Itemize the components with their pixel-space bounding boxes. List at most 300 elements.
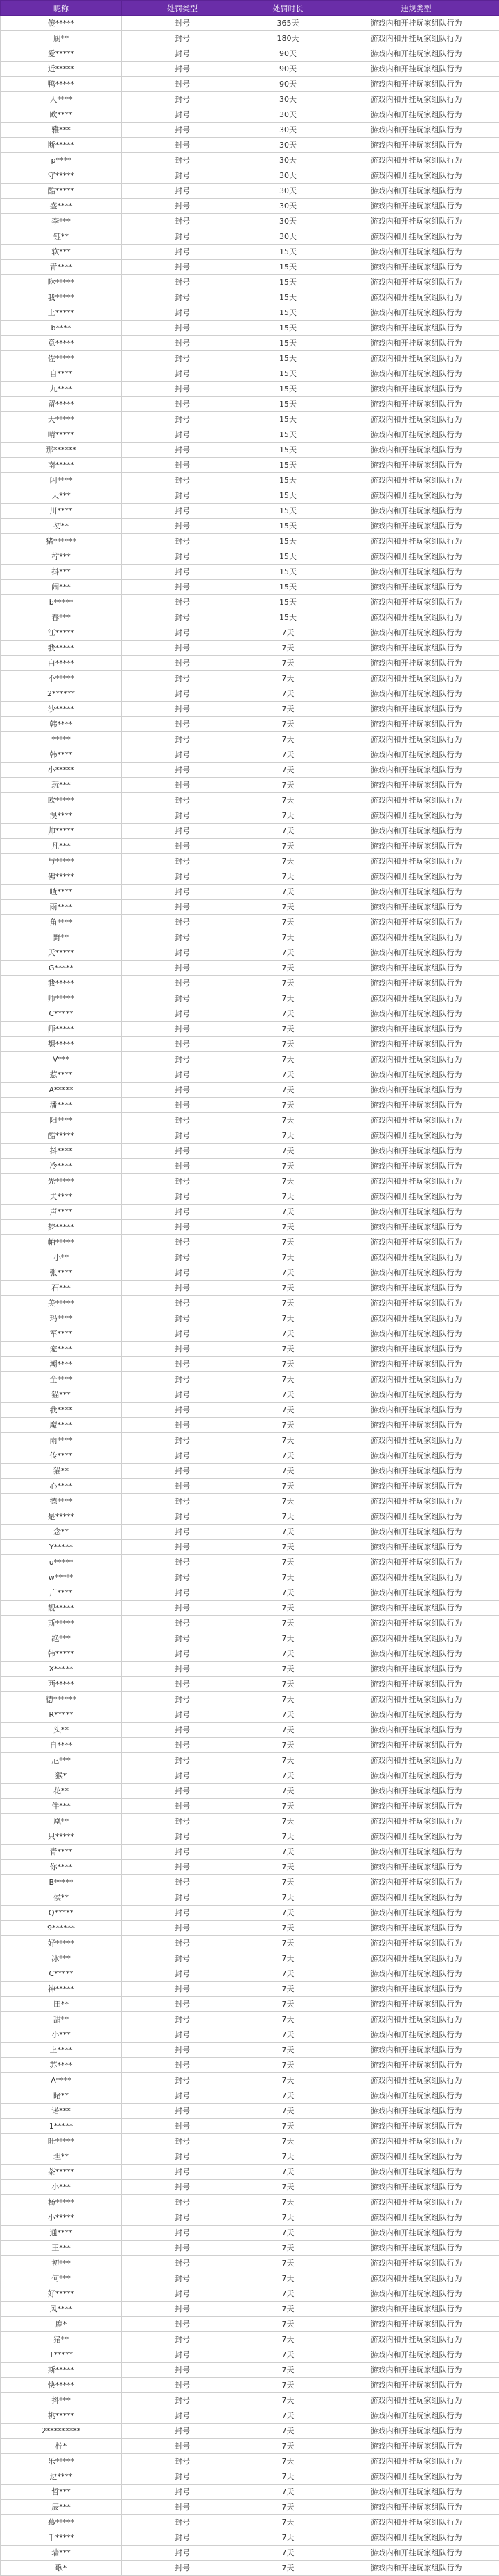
cell-name: G***** <box>1 961 122 976</box>
cell-violation: 游戏内和开挂玩家组队行为 <box>333 2104 499 2119</box>
cell-duration: 7天 <box>243 961 333 976</box>
cell-duration: 15天 <box>243 351 333 366</box>
cell-violation: 游戏内和开挂玩家组队行为 <box>333 1372 499 1387</box>
cell-duration: 7天 <box>243 1296 333 1311</box>
cell-name: 角**** <box>1 915 122 930</box>
cell-name: 西***** <box>1 1677 122 1692</box>
cell-duration: 15天 <box>243 290 333 305</box>
cell-name: 傻***** <box>1 16 122 31</box>
cell-name: 白***** <box>1 656 122 671</box>
cell-name: 桃***** <box>1 2408 122 2424</box>
table-row <box>1 900 499 915</box>
cell-name: 雨**** <box>1 900 122 915</box>
cell-punish-type: 封号 <box>122 656 243 671</box>
cell-violation: 游戏内和开挂玩家组队行为 <box>333 869 499 885</box>
column-header-name: 昵称 <box>1 1 122 16</box>
table-row <box>1 290 499 305</box>
cell-name: 闹*** <box>1 580 122 595</box>
table-row <box>1 1494 499 1509</box>
table-row <box>1 625 499 641</box>
cell-duration: 7天 <box>243 1860 333 1875</box>
cell-violation: 游戏内和开挂玩家组队行为 <box>333 900 499 915</box>
cell-violation: 游戏内和开挂玩家组队行为 <box>333 534 499 549</box>
cell-punish-type: 封号 <box>122 1951 243 1966</box>
cell-name: C***** <box>1 1966 122 1982</box>
cell-violation: 游戏内和开挂玩家组队行为 <box>333 702 499 717</box>
table-row <box>1 839 499 854</box>
table-row <box>1 641 499 656</box>
cell-duration: 7天 <box>243 2347 333 2363</box>
table-row <box>1 1677 499 1692</box>
cell-violation: 游戏内和开挂玩家组队行为 <box>333 1738 499 1753</box>
cell-punish-type: 封号 <box>122 1585 243 1601</box>
cell-violation: 游戏内和开挂玩家组队行为 <box>333 504 499 519</box>
cell-name: 先***** <box>1 1174 122 1189</box>
cell-violation: 游戏内和开挂玩家组队行为 <box>333 443 499 458</box>
cell-violation: 游戏内和开挂玩家组队行为 <box>333 1448 499 1464</box>
cell-duration: 7天 <box>243 641 333 656</box>
table-row <box>1 1555 499 1570</box>
cell-duration: 7天 <box>243 1342 333 1357</box>
cell-name: 冰*** <box>1 1951 122 1966</box>
cell-duration: 7天 <box>243 1616 333 1631</box>
cell-punish-type: 封号 <box>122 671 243 686</box>
cell-name: 韩***** <box>1 1646 122 1662</box>
cell-name: 猴* <box>1 1768 122 1784</box>
table-row <box>1 2546 499 2561</box>
cell-punish-type: 封号 <box>122 534 243 549</box>
table-row <box>1 991 499 1006</box>
table-row <box>1 747 499 763</box>
cell-duration: 15天 <box>243 504 333 519</box>
cell-name: 旺***** <box>1 2134 122 2149</box>
cell-violation: 游戏内和开挂玩家组队行为 <box>333 16 499 31</box>
cell-duration: 7天 <box>243 2408 333 2424</box>
table-row <box>1 824 499 839</box>
cell-violation: 游戏内和开挂玩家组队行为 <box>333 1707 499 1723</box>
table-row <box>1 427 499 443</box>
table-row <box>1 2165 499 2180</box>
cell-violation: 游戏内和开挂玩家组队行为 <box>333 2363 499 2378</box>
cell-violation: 游戏内和开挂玩家组队行为 <box>333 1890 499 1906</box>
cell-name: 1***** <box>1 2119 122 2134</box>
cell-violation: 游戏内和开挂玩家组队行为 <box>333 245 499 260</box>
cell-duration: 15天 <box>243 397 333 412</box>
cell-name: 软*** <box>1 245 122 260</box>
table-row <box>1 1662 499 1677</box>
table-header <box>1 1 499 16</box>
table-row <box>1 2149 499 2165</box>
cell-punish-type: 封号 <box>122 260 243 275</box>
cell-violation: 游戏内和开挂玩家组队行为 <box>333 1814 499 1829</box>
cell-punish-type: 封号 <box>122 1022 243 1037</box>
cell-duration: 7天 <box>243 1387 333 1403</box>
table-row <box>1 2439 499 2454</box>
cell-name: 坦** <box>1 2149 122 2165</box>
cell-duration: 7天 <box>243 2332 333 2347</box>
cell-punish-type: 封号 <box>122 184 243 199</box>
cell-duration: 7天 <box>243 885 333 900</box>
cell-name: 辰*** <box>1 2500 122 2515</box>
cell-duration: 15天 <box>243 366 333 382</box>
cell-violation: 游戏内和开挂玩家组队行为 <box>333 1997 499 2012</box>
cell-duration: 7天 <box>243 686 333 702</box>
table-row <box>1 1326 499 1342</box>
cell-duration: 7天 <box>243 808 333 824</box>
cell-punish-type: 封号 <box>122 686 243 702</box>
cell-name: 杨***** <box>1 2195 122 2210</box>
cell-name: 玩*** <box>1 778 122 793</box>
cell-name: 凡*** <box>1 839 122 854</box>
cell-duration: 15天 <box>243 549 333 565</box>
table-row <box>1 2134 499 2149</box>
cell-violation: 游戏内和开挂玩家组队行为 <box>333 2241 499 2256</box>
cell-violation: 游戏内和开挂玩家组队行为 <box>333 397 499 412</box>
cell-duration: 15天 <box>243 519 333 534</box>
cell-name: 想***** <box>1 1037 122 1052</box>
cell-duration: 7天 <box>243 2485 333 2500</box>
cell-punish-type: 封号 <box>122 2286 243 2302</box>
cell-violation: 游戏内和开挂玩家组队行为 <box>333 351 499 366</box>
table-row <box>1 1753 499 1768</box>
cell-duration: 7天 <box>243 1159 333 1174</box>
cell-duration: 15天 <box>243 595 333 610</box>
table-row <box>1 1052 499 1067</box>
cell-punish-type: 封号 <box>122 991 243 1006</box>
cell-duration: 7天 <box>243 2378 333 2393</box>
cell-name: 小***** <box>1 763 122 778</box>
cell-punish-type: 封号 <box>122 62 243 77</box>
cell-duration: 30天 <box>243 184 333 199</box>
cell-duration: 30天 <box>243 107 333 123</box>
cell-violation: 游戏内和开挂玩家组队行为 <box>333 2195 499 2210</box>
cell-duration: 15天 <box>243 382 333 397</box>
cell-violation: 游戏内和开挂玩家组队行为 <box>333 1250 499 1265</box>
cell-punish-type: 封号 <box>122 549 243 565</box>
cell-duration: 7天 <box>243 1006 333 1022</box>
cell-violation: 游戏内和开挂玩家组队行为 <box>333 1631 499 1646</box>
cell-violation: 游戏内和开挂玩家组队行为 <box>333 656 499 671</box>
cell-punish-type: 封号 <box>122 824 243 839</box>
cell-punish-type: 封号 <box>122 1509 243 1525</box>
table-row <box>1 793 499 808</box>
cell-violation: 游戏内和开挂玩家组队行为 <box>333 1387 499 1403</box>
cell-punish-type: 封号 <box>122 412 243 427</box>
cell-name: 靓***** <box>1 1601 122 1616</box>
cell-duration: 15天 <box>243 412 333 427</box>
table-row <box>1 671 499 686</box>
cell-violation: 游戏内和开挂玩家组队行为 <box>333 2332 499 2347</box>
cell-name: 抖*** <box>1 2393 122 2408</box>
cell-duration: 7天 <box>243 793 333 808</box>
cell-violation: 游戏内和开挂玩家组队行为 <box>333 1845 499 1860</box>
cell-name: 守***** <box>1 168 122 184</box>
cell-punish-type: 封号 <box>122 2165 243 2180</box>
cell-duration: 7天 <box>243 1662 333 1677</box>
cell-punish-type: 封号 <box>122 778 243 793</box>
cell-name: 我***** <box>1 290 122 305</box>
cell-name: 人**** <box>1 92 122 107</box>
cell-violation: 游戏内和开挂玩家组队行为 <box>333 930 499 945</box>
table-row <box>1 2226 499 2241</box>
cell-violation: 游戏内和开挂玩家组队行为 <box>333 1662 499 1677</box>
cell-violation: 游戏内和开挂玩家组队行为 <box>333 1753 499 1768</box>
cell-violation: 游戏内和开挂玩家组队行为 <box>333 168 499 184</box>
cell-name: 你**** <box>1 1860 122 1875</box>
cell-punish-type: 封号 <box>122 1753 243 1768</box>
cell-violation: 游戏内和开挂玩家组队行为 <box>333 1174 499 1189</box>
cell-duration: 7天 <box>243 915 333 930</box>
cell-punish-type: 封号 <box>122 2439 243 2454</box>
table-row <box>1 1083 499 1098</box>
table-row <box>1 534 499 549</box>
cell-punish-type: 封号 <box>122 2302 243 2317</box>
table-row <box>1 77 499 92</box>
cell-name: 逗**** <box>1 2469 122 2485</box>
cell-duration: 7天 <box>243 991 333 1006</box>
table-row <box>1 2043 499 2058</box>
cell-name: p**** <box>1 153 122 168</box>
cell-violation: 游戏内和开挂玩家组队行为 <box>333 1525 499 1540</box>
cell-duration: 15天 <box>243 534 333 549</box>
cell-name: 李*** <box>1 214 122 229</box>
cell-violation: 游戏内和开挂玩家组队行为 <box>333 732 499 747</box>
cell-duration: 7天 <box>243 2469 333 2485</box>
table-row <box>1 656 499 671</box>
cell-name: 头** <box>1 1723 122 1738</box>
cell-punish-type: 封号 <box>122 580 243 595</box>
cell-punish-type: 封号 <box>122 519 243 534</box>
table-row <box>1 1585 499 1601</box>
cell-punish-type: 封号 <box>122 2180 243 2195</box>
cell-punish-type: 封号 <box>122 1418 243 1433</box>
table-row <box>1 808 499 824</box>
cell-violation: 游戏内和开挂玩家组队行为 <box>333 77 499 92</box>
cell-punish-type: 封号 <box>122 1966 243 1982</box>
cell-duration: 7天 <box>243 2439 333 2454</box>
cell-punish-type: 封号 <box>122 1220 243 1235</box>
cell-duration: 7天 <box>243 1464 333 1479</box>
cell-name: 意***** <box>1 336 122 351</box>
cell-name: 冷**** <box>1 1159 122 1174</box>
cell-violation: 游戏内和开挂玩家组队行为 <box>333 1829 499 1845</box>
cell-punish-type: 封号 <box>122 1235 243 1250</box>
cell-punish-type: 封号 <box>122 2043 243 2058</box>
cell-violation: 游戏内和开挂玩家组队行为 <box>333 2119 499 2134</box>
cell-duration: 7天 <box>243 1220 333 1235</box>
table-row <box>1 1342 499 1357</box>
cell-punish-type: 封号 <box>122 565 243 580</box>
cell-violation: 游戏内和开挂玩家组队行为 <box>333 1464 499 1479</box>
cell-name: 田** <box>1 1997 122 2012</box>
cell-name: 斯***** <box>1 1616 122 1631</box>
cell-punish-type: 封号 <box>122 2256 243 2271</box>
cell-duration: 7天 <box>243 1265 333 1281</box>
cell-duration: 7天 <box>243 1707 333 1723</box>
cell-duration: 7天 <box>243 869 333 885</box>
table-row <box>1 336 499 351</box>
cell-name: 好***** <box>1 2286 122 2302</box>
cell-name: 帅***** <box>1 824 122 839</box>
cell-punish-type: 封号 <box>122 1128 243 1144</box>
table-row <box>1 2454 499 2469</box>
cell-name: 雅*** <box>1 123 122 138</box>
cell-name: 闪**** <box>1 473 122 488</box>
table-row <box>1 1387 499 1403</box>
cell-violation: 游戏内和开挂玩家组队行为 <box>333 488 499 504</box>
cell-name: 自**** <box>1 1738 122 1753</box>
table-row <box>1 443 499 458</box>
table-row <box>1 610 499 625</box>
table-row <box>1 62 499 77</box>
cell-punish-type: 封号 <box>122 488 243 504</box>
cell-name: 9****** <box>1 1921 122 1936</box>
cell-violation: 游戏内和开挂玩家组队行为 <box>333 1281 499 1296</box>
table-row <box>1 1525 499 1540</box>
table-row <box>1 763 499 778</box>
cell-duration: 7天 <box>243 1799 333 1814</box>
cell-violation: 游戏内和开挂玩家组队行为 <box>333 580 499 595</box>
cell-duration: 7天 <box>243 1677 333 1692</box>
table-row <box>1 92 499 107</box>
cell-violation: 游戏内和开挂玩家组队行为 <box>333 1799 499 1814</box>
table-row <box>1 778 499 793</box>
cell-punish-type: 封号 <box>122 2226 243 2241</box>
table-row <box>1 1890 499 1906</box>
cell-name: 南***** <box>1 458 122 473</box>
cell-duration: 7天 <box>243 930 333 945</box>
cell-violation: 游戏内和开挂玩家组队行为 <box>333 1616 499 1631</box>
cell-violation: 游戏内和开挂玩家组队行为 <box>333 2149 499 2165</box>
cell-punish-type: 封号 <box>122 473 243 488</box>
cell-duration: 7天 <box>243 2027 333 2043</box>
cell-name: 天***** <box>1 945 122 961</box>
cell-violation: 游戏内和开挂玩家组队行为 <box>333 1540 499 1555</box>
cell-name: X***** <box>1 1662 122 1677</box>
cell-duration: 7天 <box>243 747 333 763</box>
cell-duration: 7天 <box>243 1814 333 1829</box>
table-row <box>1 2256 499 2271</box>
cell-punish-type: 封号 <box>122 1570 243 1585</box>
cell-name: 猫*** <box>1 1387 122 1403</box>
cell-duration: 7天 <box>243 824 333 839</box>
table-row <box>1 1951 499 1966</box>
cell-duration: 7天 <box>243 1479 333 1494</box>
cell-duration: 7天 <box>243 671 333 686</box>
cell-duration: 7天 <box>243 1525 333 1540</box>
cell-violation: 游戏内和开挂玩家组队行为 <box>333 1205 499 1220</box>
cell-violation: 游戏内和开挂玩家组队行为 <box>333 1433 499 1448</box>
cell-punish-type: 封号 <box>122 808 243 824</box>
cell-name: 小*** <box>1 2027 122 2043</box>
table-row <box>1 2469 499 2485</box>
cell-duration: 7天 <box>243 2195 333 2210</box>
cell-violation: 游戏内和开挂玩家组队行为 <box>333 763 499 778</box>
table-row <box>1 2195 499 2210</box>
table-row <box>1 1707 499 1723</box>
cell-violation: 游戏内和开挂玩家组队行为 <box>333 2424 499 2439</box>
cell-name: 风**** <box>1 2302 122 2317</box>
cell-duration: 90天 <box>243 62 333 77</box>
cell-duration: 7天 <box>243 2271 333 2286</box>
cell-duration: 7天 <box>243 1174 333 1189</box>
cell-violation: 游戏内和开挂玩家组队行为 <box>333 458 499 473</box>
table-row <box>1 854 499 869</box>
cell-duration: 7天 <box>243 2561 333 2576</box>
cell-duration: 15天 <box>243 275 333 290</box>
table-row <box>1 961 499 976</box>
cell-violation: 游戏内和开挂玩家组队行为 <box>333 184 499 199</box>
cell-duration: 7天 <box>243 2149 333 2165</box>
cell-violation: 游戏内和开挂玩家组队行为 <box>333 2286 499 2302</box>
cell-violation: 游戏内和开挂玩家组队行为 <box>333 2165 499 2180</box>
table-row <box>1 2363 499 2378</box>
cell-name: 通**** <box>1 2226 122 2241</box>
cell-violation: 游戏内和开挂玩家组队行为 <box>333 1921 499 1936</box>
table-row <box>1 2088 499 2104</box>
cell-duration: 7天 <box>243 2546 333 2561</box>
cell-punish-type: 封号 <box>122 427 243 443</box>
cell-punish-type: 封号 <box>122 2561 243 2576</box>
table-row <box>1 412 499 427</box>
table-row <box>1 915 499 930</box>
cell-violation: 游戏内和开挂玩家组队行为 <box>333 1403 499 1418</box>
cell-duration: 7天 <box>243 2256 333 2271</box>
cell-punish-type: 封号 <box>122 397 243 412</box>
cell-violation: 游戏内和开挂玩家组队行为 <box>333 1265 499 1281</box>
cell-violation: 游戏内和开挂玩家组队行为 <box>333 839 499 854</box>
cell-punish-type: 封号 <box>122 1433 243 1448</box>
table-row <box>1 1799 499 1814</box>
table-row <box>1 1265 499 1281</box>
cell-punish-type: 封号 <box>122 1403 243 1418</box>
cell-name: 阳**** <box>1 1113 122 1128</box>
cell-name: 韩**** <box>1 747 122 763</box>
cell-duration: 7天 <box>243 1205 333 1220</box>
table-row <box>1 1464 499 1479</box>
cell-punish-type: 封号 <box>122 1357 243 1372</box>
cell-violation: 游戏内和开挂玩家组队行为 <box>333 1982 499 1997</box>
cell-punish-type: 封号 <box>122 1662 243 1677</box>
cell-violation: 游戏内和开挂玩家组队行为 <box>333 1570 499 1585</box>
cell-punish-type: 封号 <box>122 2058 243 2073</box>
cell-name: 雨**** <box>1 1433 122 1448</box>
cell-duration: 7天 <box>243 2454 333 2469</box>
cell-violation: 游戏内和开挂玩家组队行为 <box>333 2088 499 2104</box>
cell-punish-type: 封号 <box>122 2363 243 2378</box>
table-row <box>1 2332 499 2347</box>
cell-name: 德****** <box>1 1692 122 1707</box>
cell-punish-type: 封号 <box>122 504 243 519</box>
cell-punish-type: 封号 <box>122 214 243 229</box>
cell-punish-type: 封号 <box>122 1646 243 1662</box>
cell-duration: 7天 <box>243 839 333 854</box>
table-row <box>1 1098 499 1113</box>
cell-name: 野** <box>1 930 122 945</box>
cell-name: A**** <box>1 2073 122 2088</box>
cell-punish-type: 封号 <box>122 1265 243 1281</box>
cell-duration: 7天 <box>243 2226 333 2241</box>
cell-punish-type: 封号 <box>122 153 243 168</box>
cell-name: 那****** <box>1 443 122 458</box>
cell-punish-type: 封号 <box>122 275 243 290</box>
cell-punish-type: 封号 <box>122 1448 243 1464</box>
cell-punish-type: 封号 <box>122 793 243 808</box>
cell-violation: 游戏内和开挂玩家组队行为 <box>333 1220 499 1235</box>
cell-duration: 7天 <box>243 1966 333 1982</box>
table-row <box>1 1357 499 1372</box>
cell-punish-type: 封号 <box>122 245 243 260</box>
